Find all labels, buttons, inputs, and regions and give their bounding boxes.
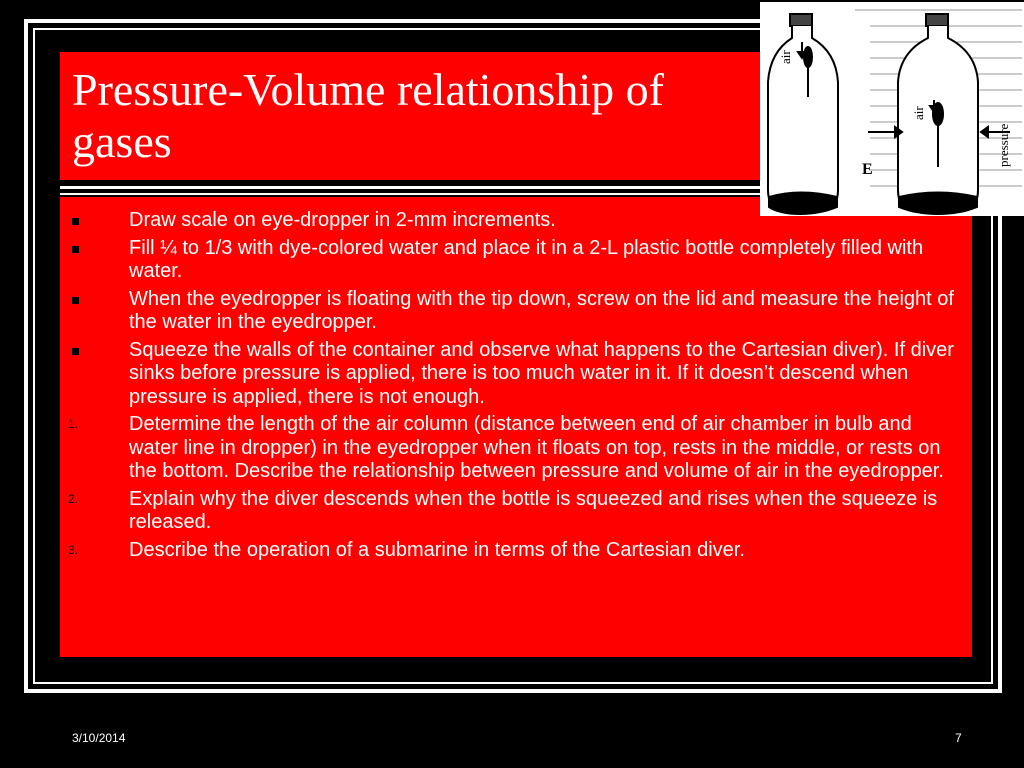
bottles-illustration bbox=[760, 2, 1024, 216]
panel-label: E bbox=[862, 161, 873, 178]
list-number: 3. bbox=[68, 542, 79, 557]
list-item-text: When the eyedropper is floating with the tip down, screw on the lid and measure the height of the water in the eyedropper. bbox=[129, 287, 954, 333]
list-item-text: Explain why the diver descends when the bottle is squeezed and rises when the squeeze is released. bbox=[129, 487, 938, 533]
square-bullet-icon bbox=[72, 218, 79, 225]
footer-date: 3/10/2014 bbox=[72, 731, 126, 745]
list-item bbox=[68, 488, 958, 535]
bottle-right bbox=[898, 14, 978, 214]
page-number: 7 bbox=[955, 731, 962, 745]
list-item bbox=[68, 413, 958, 484]
air-label-left: air bbox=[778, 50, 793, 64]
cartesian-diver-illustration bbox=[760, 2, 1024, 216]
list-item bbox=[68, 539, 958, 563]
list-item-text: Determine the length of the air column (distance between end of air chamber in bulb and water line in dropper) in the eyedropper when it floats on top, rests in the middle, or rests on the bottom. Describe the relationship between pressure and volume of air in the eyedropper. bbox=[129, 413, 944, 482]
list-number: 1. bbox=[68, 417, 79, 431]
list-number: 2. bbox=[68, 491, 79, 506]
list-item-text: Fill ¼ to 1/3 with dye-colored water and place it in a 2-L plastic bottle completely filled with water. bbox=[129, 236, 924, 282]
list-item-text: Describe the operation of a submarine in terms of the Cartesian diver. bbox=[129, 538, 745, 561]
square-bullet-icon bbox=[72, 246, 79, 253]
square-bullet-icon bbox=[72, 297, 79, 304]
list-item bbox=[68, 288, 958, 335]
list-item bbox=[68, 339, 958, 410]
bullet-list bbox=[68, 209, 958, 566]
square-bullet-icon bbox=[72, 348, 79, 355]
list-item-text: Draw scale on eye-dropper in 2-mm increments. bbox=[129, 209, 556, 231]
pressure-label: pressure bbox=[996, 123, 1011, 167]
list-item bbox=[68, 237, 958, 284]
air-label-right: air bbox=[911, 106, 926, 120]
slide-title: Pressure-Volume relationship of gases bbox=[72, 64, 664, 167]
list-item-text: Squeeze the walls of the container and observe what happens to the Cartesian diver). If diver sinks before pressure is applied, there is too much water in it. If it doesn’t descend when pressure is applied, there is not enough. bbox=[129, 338, 954, 408]
